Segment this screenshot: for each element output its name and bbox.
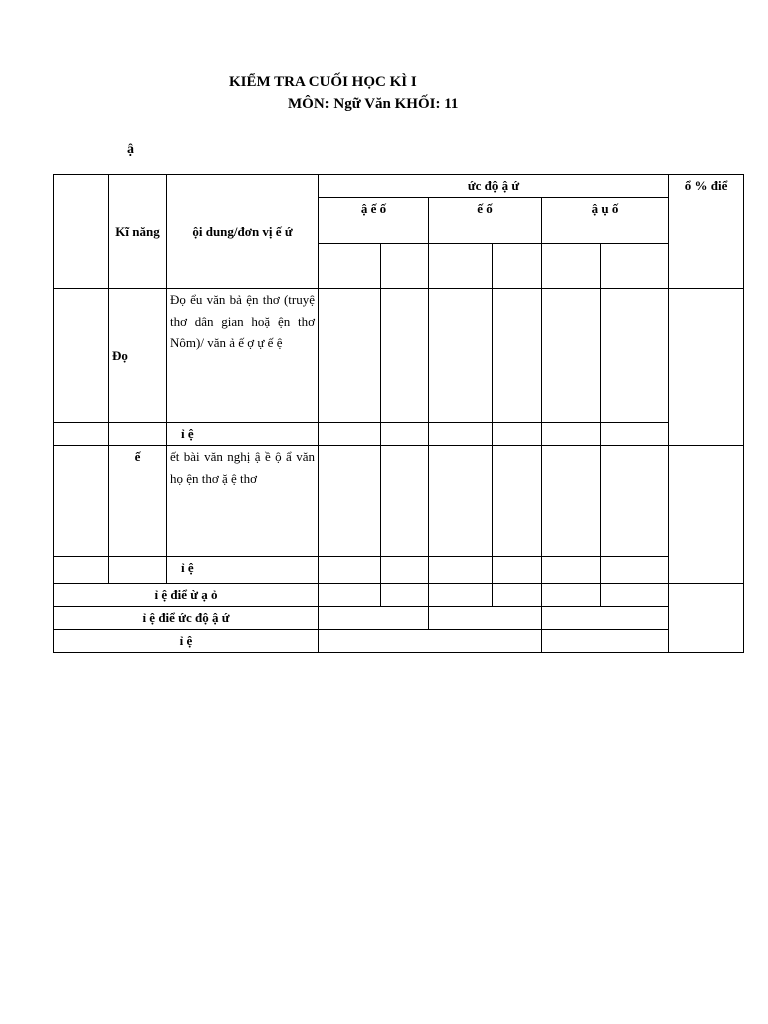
reading-skill: Đọ — [109, 289, 167, 423]
total-row: ỉ ệ — [54, 630, 319, 653]
cell — [493, 557, 542, 584]
section-heading: ậ — [127, 142, 134, 157]
cell — [493, 423, 542, 446]
cell — [429, 557, 493, 584]
total-by-type: ỉ ệ điể ừ ạ ỏ — [54, 584, 319, 607]
cell — [542, 584, 601, 607]
cell — [429, 607, 542, 630]
row-index-cell — [54, 289, 109, 423]
cell — [319, 244, 381, 289]
cell — [381, 584, 429, 607]
writing-content: ết bài văn nghị ậ ề ộ ẩ văn họ ện thơ ặ ệ thơ — [167, 446, 319, 557]
header-level-3: ậ ụ ố — [542, 198, 669, 244]
cell — [319, 584, 381, 607]
cell — [542, 446, 601, 557]
cell — [493, 584, 542, 607]
cell — [542, 557, 601, 584]
cell — [542, 607, 669, 630]
reading-total-cell — [669, 289, 744, 446]
cell — [429, 244, 493, 289]
header-levels: ức độ ậ ứ — [319, 175, 669, 198]
cell — [381, 289, 429, 423]
cell — [109, 423, 167, 446]
reading-ratio: ỉ ệ — [167, 423, 319, 446]
cell — [381, 557, 429, 584]
cell — [542, 289, 601, 423]
cell — [381, 423, 429, 446]
writing-total-cell — [669, 446, 744, 584]
writing-skill: ế — [109, 446, 167, 557]
total-by-level: ỉ ệ điể ức độ ậ ứ — [54, 607, 319, 630]
cell — [601, 289, 669, 423]
document-title: KIỂM TRA CUỐI HỌC KÌ I — [229, 74, 417, 90]
cell — [493, 244, 542, 289]
cell — [109, 557, 167, 584]
reading-content: Đọ ểu văn bả ện thơ (truyệ thơ dân gian hoặ ện thơ Nôm)/ văn ả ế ợ ự ế ệ — [167, 289, 319, 423]
header-content: ội dung/đơn vị ế ứ — [167, 175, 319, 289]
cell — [601, 557, 669, 584]
cell — [493, 289, 542, 423]
assessment-matrix-table — [53, 174, 744, 653]
header-level-2: ế ố — [429, 198, 542, 244]
header-total: ổ % điể — [669, 175, 744, 289]
row-index-cell — [54, 446, 109, 557]
cell — [601, 584, 669, 607]
cell — [429, 584, 493, 607]
cell — [601, 423, 669, 446]
cell — [319, 446, 381, 557]
cell — [542, 423, 601, 446]
header-skill: Kĩ năng — [109, 175, 167, 289]
cell — [319, 607, 429, 630]
cell — [493, 446, 542, 557]
cell — [601, 244, 669, 289]
cell — [54, 423, 109, 446]
document-subtitle: MÔN: Ngữ Văn KHỐI: 11 — [288, 96, 459, 112]
writing-ratio: ỉ ệ — [167, 557, 319, 584]
cell — [54, 557, 109, 584]
cell — [319, 557, 381, 584]
cell — [319, 630, 542, 653]
grand-total-cell — [669, 584, 744, 653]
cell — [381, 446, 429, 557]
cell — [429, 423, 493, 446]
header-level-1: ậ ế ố — [319, 198, 429, 244]
cell — [381, 244, 429, 289]
cell — [429, 446, 493, 557]
header-index-cell — [54, 175, 109, 289]
cell — [601, 446, 669, 557]
cell — [429, 289, 493, 423]
cell — [319, 289, 381, 423]
cell — [542, 244, 601, 289]
cell — [542, 630, 669, 653]
cell — [319, 423, 381, 446]
